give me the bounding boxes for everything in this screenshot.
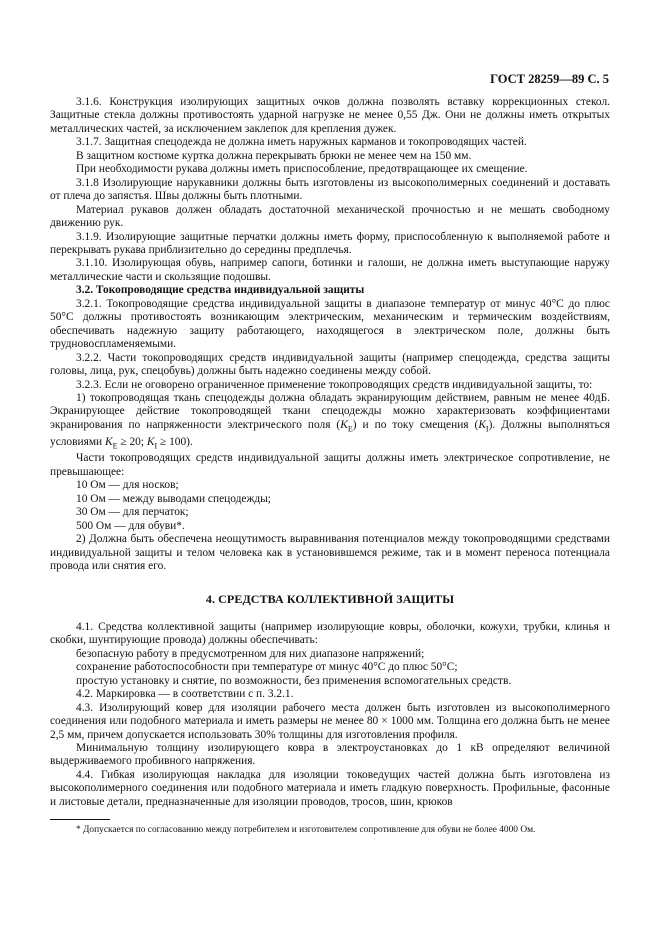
subscript-e: E	[347, 424, 353, 434]
symbol-k: K	[146, 435, 155, 448]
symbol-k: K	[105, 435, 113, 448]
footnote: * Допускается по согласованию между потребителем и изготовителем сопротивление для обуви не более 4000 Ом.	[76, 825, 536, 836]
item1-text-d: ≥ 20;	[117, 435, 147, 448]
list-item: 500 Ом — для обуви*.	[76, 519, 185, 532]
page-header: ГОСТ 28259—89 С. 5	[490, 72, 609, 86]
paragraph-4-2: 4.2. Маркировка — в соответствии с п. 3.2.1.	[76, 688, 294, 701]
paragraph-resistance: Части токопроводящих средств индивидуальной защиты должны иметь электрическое сопротивление, не превышающее:	[50, 452, 610, 478]
item1-text-c: ). Должны выполняться условиями	[50, 418, 610, 448]
paragraph-3-2-1: 3.2.1. Токопроводящие средства индивидуальной защиты в диапазоне температур от минус 40°С до плюс 50°С должны противостоять возникающим электрическим, механическим и термическим воздействиям, обеспечивать надежную защиту работающего, находящегося в электрическом поле, должны быть трудновоспламеняемыми.	[50, 297, 610, 351]
paragraph-4-4: 4.4. Гибкая изолирующая накладка для изоляции токоведущих частей должна быть изготовлена из высокополимерного соединения или подобного материала и иметь гладкую поверхность. Профильные, фасонные и листовые детали, предназначенные для изоляции проводов, тросов, шин, крюков	[50, 768, 610, 808]
paragraph-3-2-2: 3.2.2. Части токопроводящих средств индивидуальной защиты (например спецодежда, средства защиты головы, лица, рук, спецобувь) должны быть надежно соединены между собой.	[50, 351, 610, 378]
symbol-k: K	[478, 418, 486, 431]
paragraph-3-1-10: 3.1.10. Изолирующая обувь, например сапоги, ботинки и галоши, не должна иметь выступающие наружу металлические части и скользящие подошвы.	[50, 257, 610, 283]
document-body	[50, 96, 610, 837]
paragraph-jacket: В защитном костюме куртка должна перекрывать брюки не менее чем на 150 мм.	[76, 149, 472, 162]
list-item-2: 2) Должна быть обеспечена неощутимость выравнивания потенциалов между токопроводящими средствами индивидуальной защиты и телом человека как в установившемся режиме, так и в момент переноса потенциала провода или снятия его.	[50, 533, 610, 572]
paragraph-3-1-6: 3.1.6. Конструкция изолирующих защитных очков должна позволять вставку коррекционных стекол. Защитные стекла должны противостоять ударной нагрузке не менее 0,55 Дж. Они не должны иметь открытых металлических частей, за исключением заклепок для крепления дужек.	[50, 96, 610, 135]
paragraph-4-1: 4.1. Средства коллективной защиты (например изолирующие ковры, оболочки, кожухи, трубки, клинья и скобки, шунтирующие провода) должны обеспечивать:	[50, 620, 610, 647]
subscript-e: E	[112, 440, 118, 450]
paragraph-3-2-3: 3.2.3. Если не оговорено ограниченное применение токопроводящих средств индивидуальной защиты, то:	[76, 378, 593, 391]
list-item: безопасную работу в предусмотренном для них диапазоне напряжений;	[76, 647, 425, 660]
subscript-i: I	[485, 424, 489, 434]
paragraph-4-3: 4.3. Изолирующий ковер для изоляции рабочего места должен быть изготовлен из высокополимерного соединения или подобного материала и иметь размеры не менее 80 × 1000 мм. Толщина его должна быть не менее 2,5 мм, причем допускается использовать 30% толщины для изготовления профиля.	[50, 701, 610, 741]
paragraph-sleeves: При необходимости рукава должны иметь приспособление, предотвращающее их смещение.	[76, 163, 528, 176]
section-4-title: 4. СРЕДСТВА КОЛЛЕКТИВНОЙ ЗАЩИТЫ	[205, 592, 455, 607]
list-item: 30 Ом — для перчаток;	[76, 506, 189, 519]
paragraph-4-3-note: Минимальную толщину изолирующего ковра в электроустановках до 1 кВ определяют величиной выдерживаемого пробивного напряжения.	[50, 741, 610, 768]
list-item: сохранение работоспособности при температуре от минус 40°С до плюс 50°С;	[76, 661, 458, 674]
paragraph-3-1-8: 3.1.8 Изолирующие нарукавники должны быть изготовлены из высокополимерных соединений и доставать от плеча до запястья. Швы должны быть плотными.	[50, 176, 610, 203]
item1-text-a: 1) токопроводящая ткань спецодежды должна обладать экранирующим действием, равным не менее 40дБ. Экранирующее действие токопроводящей ткани спецодежды можно характеризовать коэффициентами экранирования по напряженности электрического поля (	[50, 391, 610, 431]
paragraph-3-1-9: 3.1.9. Изолирующие защитные перчатки должны иметь форму, приспособленную к выполняемой работе и перекрывать рукава приблизительно до середины предплечья.	[50, 230, 610, 256]
list-item-1	[50, 392, 610, 452]
list-item: 10 Ом — для носков;	[76, 479, 179, 492]
paragraph-3-1-7: 3.1.7. Защитная спецодежда не должна иметь наружных карманов и токопроводящих частей.	[76, 136, 527, 149]
section-3-2-title: 3.2. Токопроводящие средства индивидуальной защиты	[76, 284, 365, 297]
symbol-k: K	[340, 418, 348, 431]
footnote-divider	[50, 819, 110, 820]
list-item: 10 Ом — между выводами спецодежды;	[76, 492, 271, 505]
list-item: простую установку и снятие, по возможности, без применения вспомогательных средств.	[76, 674, 512, 687]
subscript-i: I	[154, 440, 158, 450]
item1-text-b: ) и по току смещения (	[352, 418, 479, 431]
paragraph-sleeve-material: Материал рукавов должен обладать достаточной механической прочностью и не мешать свободному движению рук.	[50, 203, 610, 230]
item1-text-e: ≥ 100).	[157, 435, 193, 448]
